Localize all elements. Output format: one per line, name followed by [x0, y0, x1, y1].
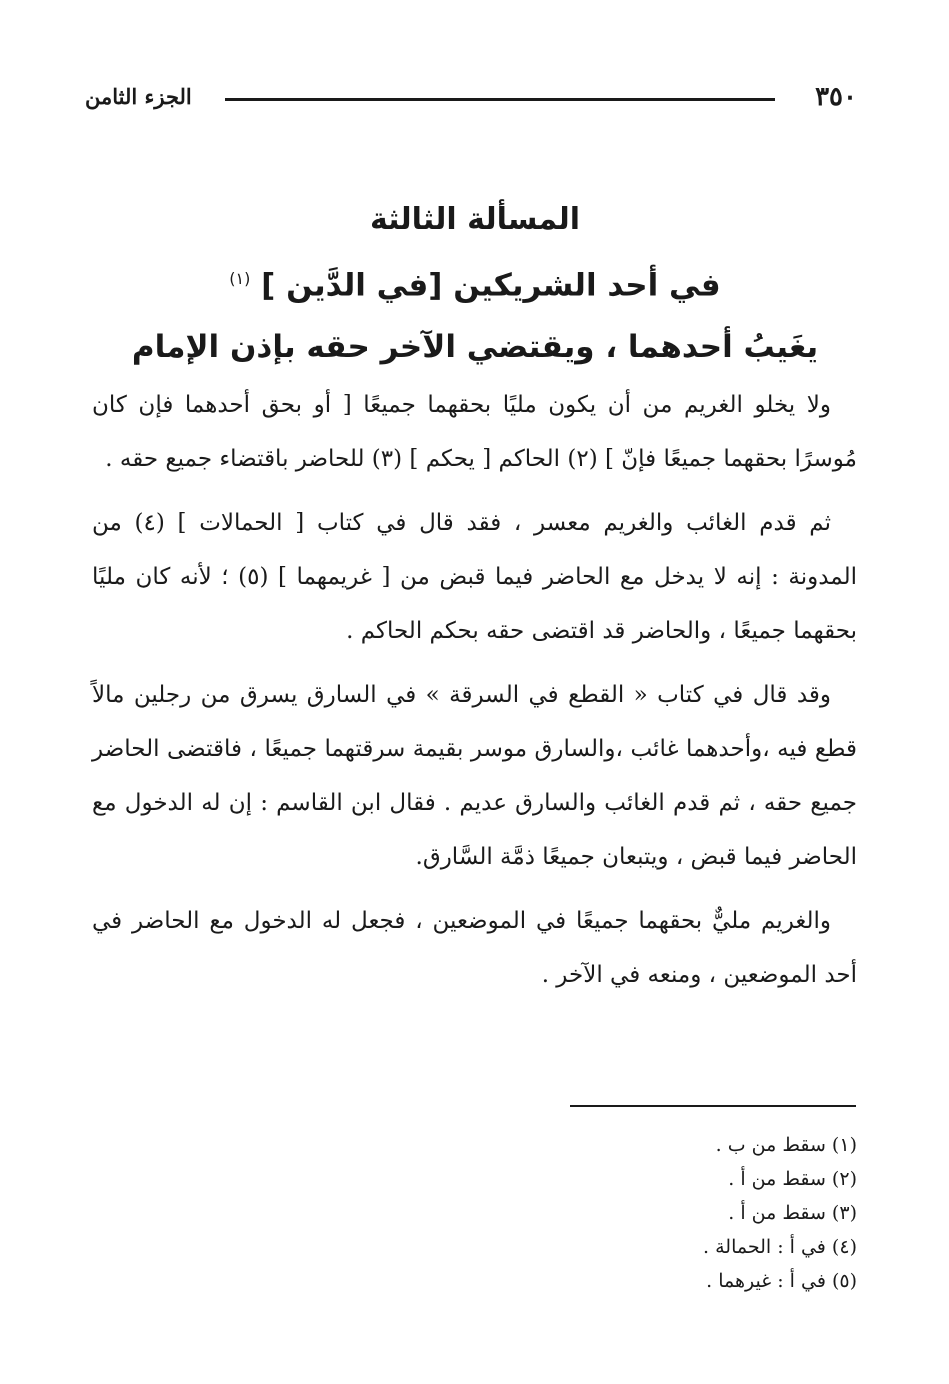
- section-title: المسألة الثالثة: [369, 202, 581, 237]
- running-header: [85, 80, 857, 120]
- paragraph: ولا يخلو الغريم من أن يكون مليًا بحقهما جميعًا [ أو بحق أحدهما فإن كان مُوسرًا بحقهما جميعًا فإنّ ] (٢) الحاكم [ يحكم ] (٣) للحاضر باقتضاء جميع حقه .: [92, 392, 857, 472]
- page-number: ٣٥٠: [815, 82, 857, 112]
- footnote: (٥) في أ : غيرهما .: [706, 1270, 857, 1292]
- section-subtitle-1-text: في أحد الشريكين [في الدَّين ]: [261, 267, 721, 304]
- footnote: (١) سقط من ب .: [715, 1134, 857, 1156]
- header-rule: [225, 98, 775, 101]
- footnotes: [457, 1128, 857, 1298]
- part-title: الجزء الثامن: [85, 84, 192, 109]
- body-text: [92, 378, 857, 1012]
- footnote-ref-1: (١): [229, 269, 251, 288]
- footnote: (٤) في أ : الحمالة .: [703, 1236, 857, 1258]
- section-subtitle-1: [90, 248, 860, 316]
- footnote: (٢) سقط من أ .: [728, 1168, 857, 1190]
- paragraph: والغريم مليٌّ بحقهما جميعًا في الموضعين ، فجعل له الدخول مع الحاضر في أحد الموضعين ، ومنعه في الآخر .: [92, 908, 857, 988]
- section-headings: [90, 192, 860, 378]
- paragraph: وقد قال في كتاب « القطع في السرقة » في السارق يسرق من رجلين مالاً قطع فيه ،وأحدهما غائب ،والسارق موسر بقيمة سرقتهما جميعًا ، فاقتضى الحاضر جميع حقه ، ثم قدم الغائب والسارق عديم . فقال ابن القاسم : إن له الدخول مع الحاضر فيما قبض ، ويتبعان جميعًا ذمَّة السَّارق.: [92, 682, 857, 870]
- footnote: (٣) سقط من أ .: [728, 1202, 857, 1224]
- footnote-separator: [570, 1105, 856, 1107]
- section-subtitle-2: يغَيبُ أحدهما ، ويقتضي الآخر حقه بإذن الإمام: [131, 329, 819, 366]
- paragraph: ثم قدم الغائب والغريم معسر ، فقد قال في كتاب [ الحمالات ] (٤) من المدونة : إنه لا يدخل مع الحاضر فيما قبض من [ غريمهما ] (٥) ؛ لأنه كان مليًا بحقهما جميعًا ، والحاضر قد اقتضى حقه بحكم الحاكم .: [92, 510, 857, 644]
